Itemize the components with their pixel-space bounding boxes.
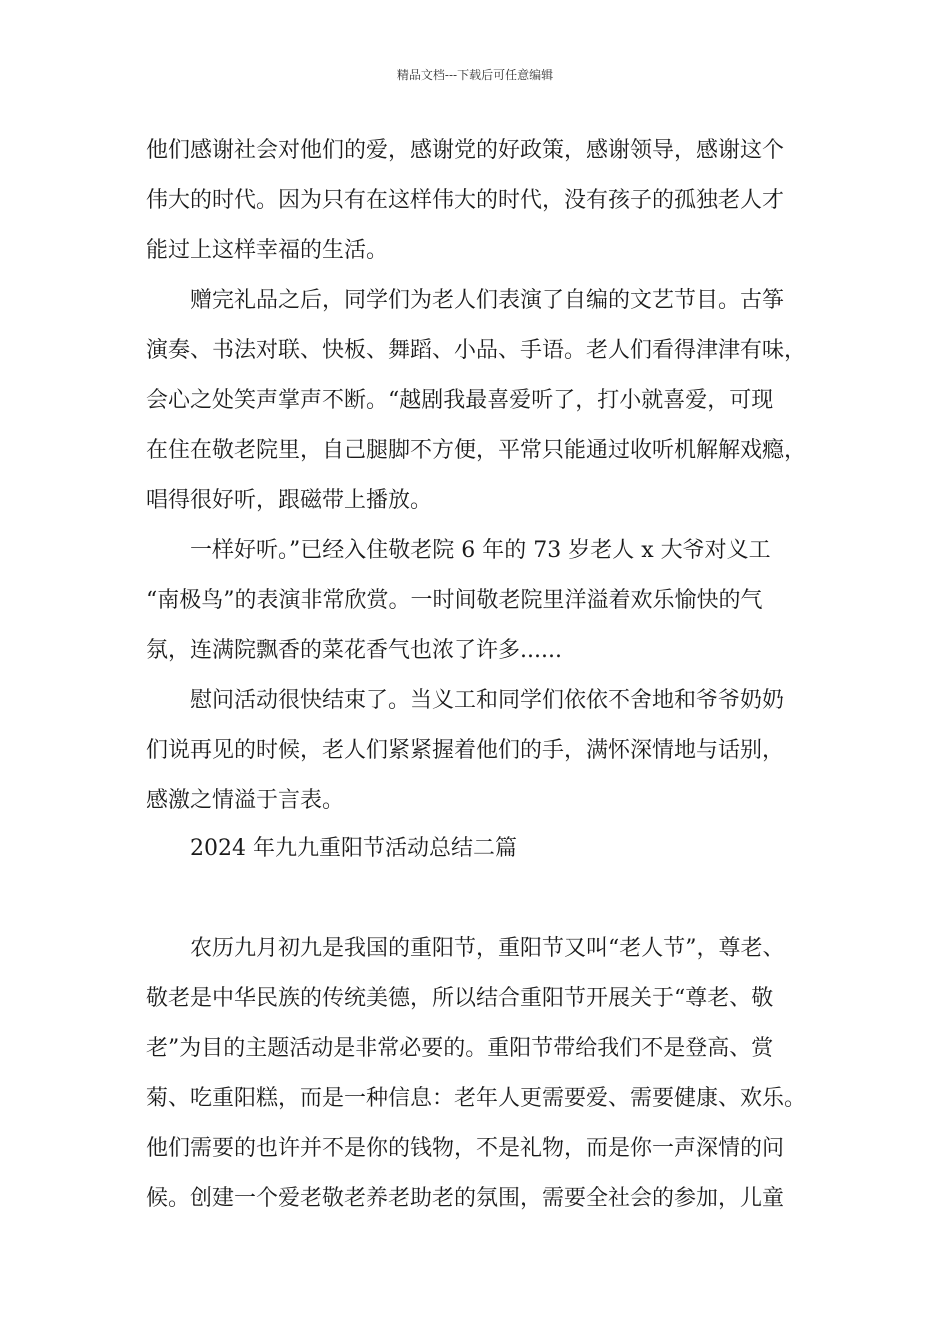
body-line: 他们需要的也许并不是你的钱物，不是礼物，而是你一声深情的问 — [146, 1136, 785, 1161]
body-line: 在住在敬老院里，自己腿脚不方便，平常只能通过收听机解解戏瘾， — [146, 438, 807, 463]
body-line: 会心之处笑声掌声不断。“越剧我最喜爱听了，打小就喜爱，可现 — [146, 388, 774, 413]
body-line: 农历九月初九是我国的重阳节，重阳节又叫“老人节”，尊老、 — [190, 936, 785, 961]
body-line: 一样好听。”已经入住敬老院 6 年的 73 岁老人 x 大爷对义工 — [190, 538, 771, 563]
body-line: 伟大的时代。因为只有在这样伟大的时代，没有孩子的孤独老人才 — [146, 188, 785, 213]
body-line: 他们感谢社会对他们的爱，感谢党的好政策，感谢领导，感谢这个 — [146, 138, 785, 163]
body-line: 感激之情溢于言表。 — [146, 788, 345, 813]
body-line: 氛，连满院飘香的菜花香气也浓了许多...... — [146, 638, 562, 663]
body-line: 唱得很好听，跟磁带上播放。 — [146, 488, 433, 513]
section-title: 2024 年九九重阳节活动总结二篇 — [190, 836, 517, 861]
page-header: 精品文档---下载后可任意编辑 — [396, 68, 554, 82]
body-line: 敬老是中华民族的传统美德，所以结合重阳节开展关于“尊老、敬 — [146, 986, 774, 1011]
body-line: 能过上这样幸福的生活。 — [146, 238, 389, 263]
body-line: 慰问活动很快结束了。当义工和同学们依依不舍地和爷爷奶奶 — [190, 688, 785, 713]
body-line: 赠完礼品之后，同学们为老人们表演了自编的文艺节目。古筝 — [190, 288, 785, 313]
body-line: 菊、吃重阳糕，而是一种信息：老年人更需要爱、需要健康、欢乐。 — [146, 1086, 807, 1111]
body-line: 演奏、书法对联、快板、舞蹈、小品、手语。老人们看得津津有味， — [146, 338, 807, 363]
body-line: 们说再见的时候，老人们紧紧握着他们的手，满怀深情地与话别， — [146, 738, 785, 763]
body-line: “南极鸟”的表演非常欣赏。一时间敬老院里洋溢着欢乐愉快的气 — [146, 588, 763, 613]
body-line: 候。创建一个爱老敬老养老助老的氛围，需要全社会的参加，儿童 — [146, 1186, 785, 1211]
body-line: 老”为目的主题活动是非常必要的。重阳节带给我们不是登高、赏 — [146, 1036, 774, 1061]
